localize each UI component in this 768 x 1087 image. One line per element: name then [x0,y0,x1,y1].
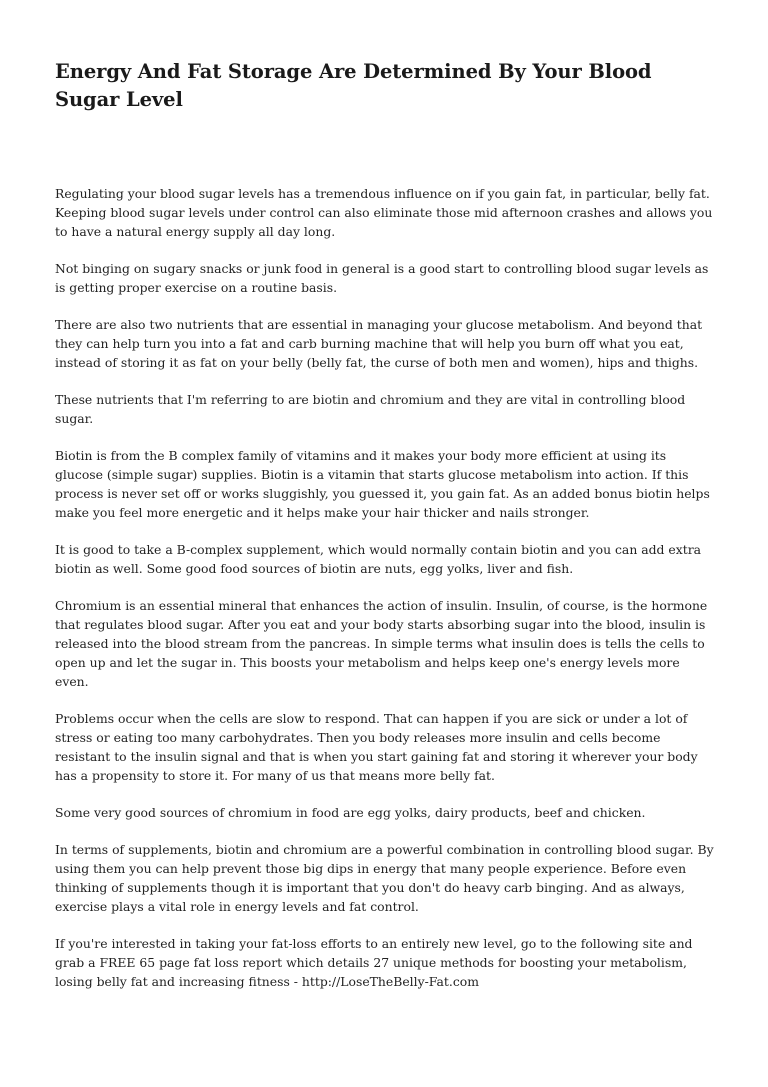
paragraph: Problems occur when the cells are slow to respond. That can happen if you are sick or under a lot of stress or eating too many carbohydrates. Then you body releases more insulin and cells become resistant to the insulin signal and that is when you start gaining fat and storing it wherever your body has a propensity to store it. For many of us that means more belly fat. [55,711,698,783]
paragraph: Biotin is from the B complex family of vitamins and it makes your body more efficient at using its glucose (simple sugar) supplies. Biotin is a vitamin that starts glucose metabolism into action. If this process is never set off or works sluggishly, you guessed it, you gain fat. As an added bonus biotin helps make you feel more energetic and it helps make your hair thicker and nails stronger. [55,448,710,520]
paragraph: Not binging on sugary snacks or junk food in general is a good start to controlling blood sugar levels as is getting proper exercise on a routine basis. [55,261,709,295]
paragraph: Chromium is an essential mineral that enhances the action of insulin. Insulin, of course, is the hormone that regulates blood sugar. After you eat and your body starts absorbing sugar into the blood, insulin is released into the blood stream from the pancreas. In simple terms what insulin does is tells the cells to open up and let the sugar in. This boosts your metabolism and helps keep one's energy levels more even. [55,598,708,689]
paragraph: In terms of supplements, biotin and chromium are a powerful combination in controlling blood sugar. By using them you can help prevent those big dips in energy that many people experience. Before even thinking of supplements though it is important that you don't do heavy carb binging. And as always, exercise plays a vital role in energy levels and fat control. [55,842,714,914]
paragraph: These nutrients that I'm referring to are biotin and chromium and they are vital in controlling blood sugar. [55,392,686,426]
paragraph: There are also two nutrients that are essential in managing your glucose metabolism. And beyond that they can help turn you into a fat and carb burning machine that will help you burn off what you eat, instead of storing it as fat on your belly (belly fat, the curse of both men and women), hips and thighs. [55,317,703,370]
document-body [55,184,717,991]
paragraph: Some very good sources of chromium in food are egg yolks, dairy products, beef and chicken. [55,805,646,820]
document-page [55,58,717,1009]
document-title: Energy And Fat Storage Are Determined By Your Blood Sugar Level [55,60,652,111]
paragraph: Regulating your blood sugar levels has a tremendous influence on if you gain fat, in particular, belly fat. Keeping blood sugar levels under control can also eliminate those mid afternoon crashes and allows you to have a natural energy supply all day long. [55,186,713,239]
paragraph: It is good to take a B-complex supplement, which would normally contain biotin and you can add extra biotin as well. Some good food sources of biotin are nuts, egg yolks, liver and fish. [55,542,702,576]
paragraph: If you're interested in taking your fat-loss efforts to an entirely new level, go to the following site and grab a FREE 65 page fat loss report which details 27 unique methods for boosting your metabolism, losing belly fat and increasing fitness - http://LoseTheBelly-Fat.com [55,936,693,989]
